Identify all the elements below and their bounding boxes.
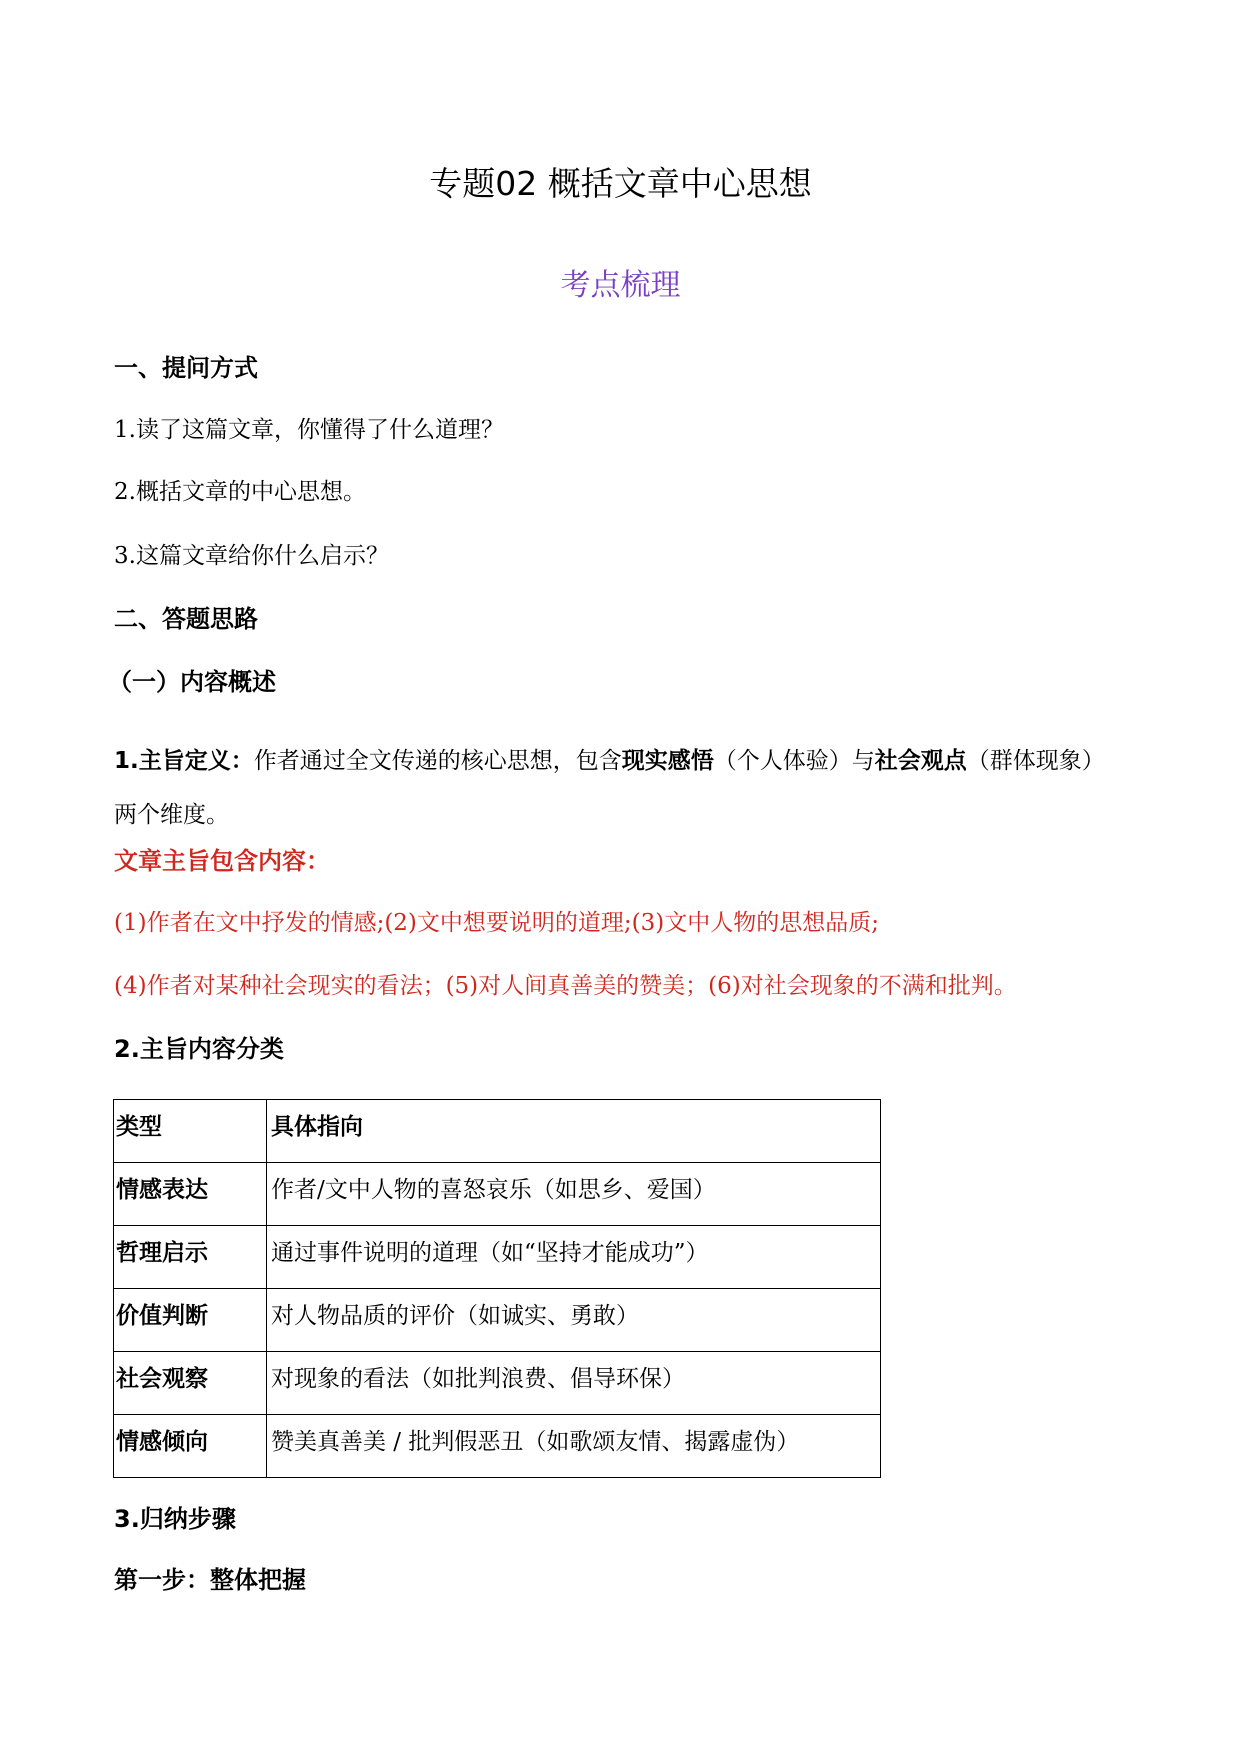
definition-text-a: 作者通过全文传递的核心思想，包含 — [253, 748, 622, 774]
table-cell-type: 社会观察 — [114, 1352, 267, 1415]
question-item-1: 1.读了这篇文章，你懂得了什么道理？ — [114, 417, 504, 443]
section-banner: 考点梳理 — [560, 268, 681, 303]
table-header-row — [114, 1100, 881, 1163]
definition-label: 1.主旨定义： — [114, 748, 254, 774]
question-item-2: 2.概括文章的中心思想。 — [114, 479, 366, 505]
definition-text-c: （群体现象）两个维度。 — [114, 748, 1105, 828]
heading-answer-approach: 二、答题思路 — [114, 605, 258, 633]
definition-text-b: （个人体验）与 — [713, 748, 875, 774]
table-cell-type: 情感表达 — [114, 1163, 267, 1226]
table-cell-direction: 赞美真善美 / 批判假恶丑（如歌颂友情、揭露虚伪） — [267, 1415, 881, 1478]
step-1-heading: 第一步：整体把握 — [114, 1566, 306, 1594]
table-row — [114, 1415, 881, 1478]
table-row — [114, 1352, 881, 1415]
table-header-direction: 具体指向 — [267, 1100, 881, 1163]
table-row — [114, 1289, 881, 1352]
table-cell-type: 哲理启示 — [114, 1226, 267, 1289]
table-row — [114, 1226, 881, 1289]
subheading-content-overview: （一）内容概述 — [108, 668, 276, 696]
question-item-3: 3.这篇文章给你什么启示？ — [114, 543, 389, 569]
table-header-type: 类型 — [114, 1100, 267, 1163]
definition-paragraph — [114, 734, 1124, 842]
table-cell-direction: 通过事件说明的道理（如“坚持才能成功”） — [267, 1226, 881, 1289]
definition-bold-a: 现实感悟 — [621, 748, 714, 774]
aim-contents-heading: 文章主旨包含内容： — [114, 847, 330, 875]
table-cell-direction: 对现象的看法（如批判浪费、倡导环保） — [267, 1352, 881, 1415]
aim-contents-line-2: (4)作者对某种社会现实的看法；(5)对人间真善美的赞美；(6)对社会现象的不满和批判。 — [114, 973, 1017, 999]
document-title: 专题02 概括文章中心思想 — [429, 164, 812, 203]
steps-heading: 3.归纳步骤 — [114, 1505, 236, 1533]
heading-question-forms: 一、提问方式 — [114, 354, 258, 382]
table-row — [114, 1163, 881, 1226]
aim-classification-table — [113, 1099, 881, 1478]
table-cell-direction: 对人物品质的评价（如诚实、勇敢） — [267, 1289, 881, 1352]
aim-contents-line-1: (1)作者在文中抒发的情感;(2)文中想要说明的道理;(3)文中人物的思想品质; — [114, 910, 879, 936]
table-cell-type: 情感倾向 — [114, 1415, 267, 1478]
table-cell-type: 价值判断 — [114, 1289, 267, 1352]
classify-heading: 2.主旨内容分类 — [114, 1035, 284, 1063]
table-cell-direction: 作者/文中人物的喜怒哀乐（如思乡、爱国） — [267, 1163, 881, 1226]
definition-bold-b: 社会观点 — [874, 748, 967, 774]
